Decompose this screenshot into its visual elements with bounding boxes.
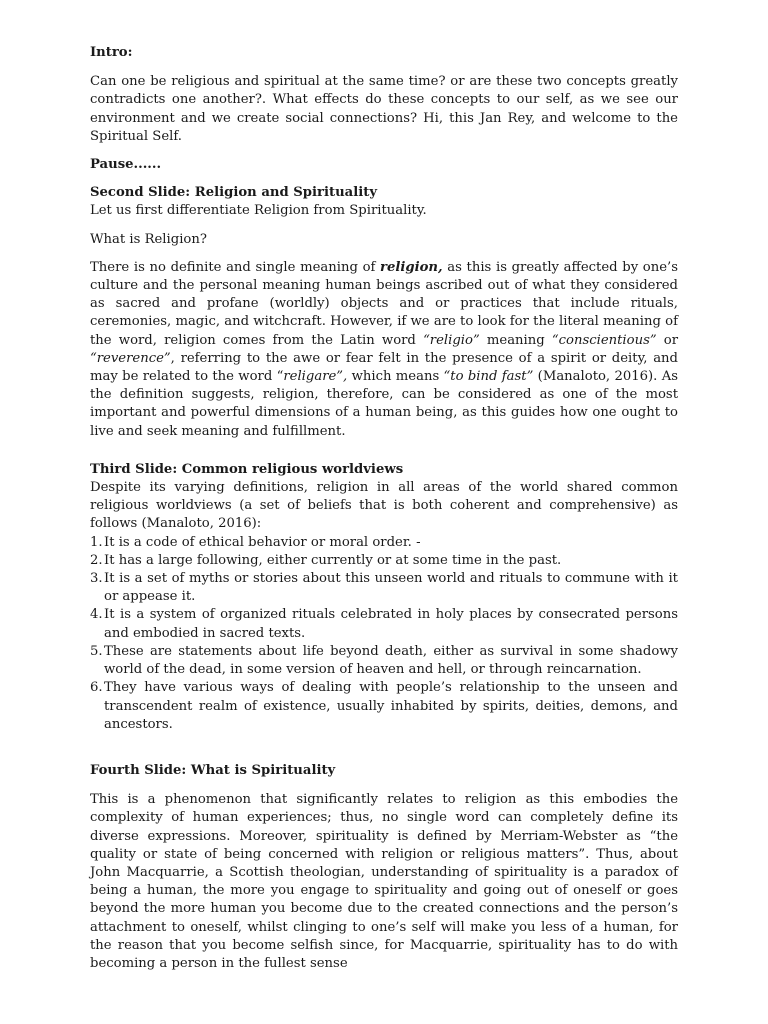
second-slide-intro-line: Let us first differentiate Religion from Spirituality. (90, 203, 427, 219)
list-item: 6. They have various ways of dealing with people’s relationship to the unseen and transcendent realm of existence, usually inhabited by spirits, deities, demons, and ancestors. (90, 680, 678, 732)
third-slide-heading: Third Slide: Common religious worldviews (90, 461, 404, 477)
list-item: 5. These are statements about life beyond death, either as survival in some shadowy world of the dead, in some version of heaven and hell, or through reincarnation. (90, 643, 678, 678)
list-item: 3. It is a set of myths or stories about this unseen world and rituals to commune with it or appease it. (90, 571, 678, 605)
religion-question: What is Religion? (90, 231, 207, 247)
second-slide-heading: Second Slide: Religion and Spirituality (90, 185, 377, 201)
religion-paragraph: There is no definite and single meaning of religion, as this is greatly affected by one’s culture and the personal meaning human beings ascribed out of what they considered as sacred and profane (worldly) objects and or practices that include rituals, ceremonies, magic, and witchcraft. However, if we are to look for the literal meaning of the word, religion comes from the Latin word “religio” meaning “conscientious” or “reverence”, referring to the awe or fear felt in the presence of a spirit or deity, and may be related to the word “religare”, which means “to bind fast” (Manaloto, 2016). As the definition suggests, religion, therefore, can be considered as one of the most important and powerful dimensions of a human being, as this guides how one ought to live and seek meaning and fulfillment. (90, 259, 679, 439)
list-item: 1. It is a code of ethical behavior or moral order. - (90, 534, 421, 550)
spirituality-paragraph: This is a phenomenon that significantly relates to religion as this embodies the complexity of human experiences; thus, no single word can completely define its diverse expressions. Moreover, spirituality is defined by Merriam-Webster as “the quality or state of being concerned with religion or religious matters”. Thus, about John Macquarrie, a Scottish theologian, understanding of spirituality is a paradox of being a human, the more you engage to spirituality and going out of oneself or goes beyond the more human you become due to the created connections and the person’s attachment to oneself, whilst clinging to one’s self will make you less of a human, for the reason that you become selfish since, for Macquarrie, spirituality has to do with becoming a person in the fullest sense (90, 792, 678, 971)
intro-paragraph: Can one be religious and spiritual at the same time? or are these two concepts greatly contradicts one another?. What effects do these concepts to our self, as we see our environment and we create social connections? Hi, this Jan Rey, and welcome to the Spiritual Self. (90, 74, 678, 144)
pause-text: Pause...... (90, 157, 162, 173)
worldviews-list (90, 534, 678, 734)
list-item: 2. It has a large following, either currently or at some time in the past. (90, 552, 562, 568)
third-slide-intro: Despite its varying definitions, religion in all areas of the world shared common religious worldviews (a set of beliefs that is both coherent and comprehensive) as follows (Manaloto, 2016): (90, 480, 678, 532)
intro-heading: Intro: (90, 45, 133, 60)
fourth-slide-heading: Fourth Slide: What is Spirituality (90, 762, 336, 778)
list-item: 4. It is a system of organized rituals celebrated in holy places by consecrated persons and embodied in sacred texts. (90, 607, 678, 641)
